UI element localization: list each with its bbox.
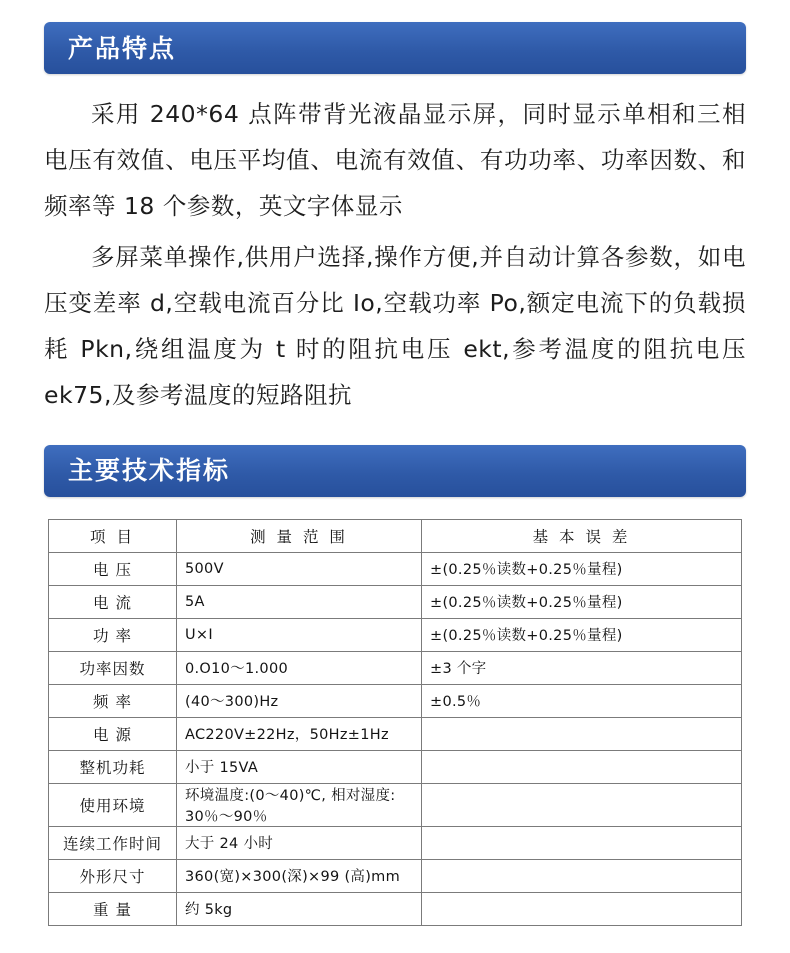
row-range: 大于 24 小时 [177, 826, 422, 859]
row-range: (40～300)Hz [177, 684, 422, 717]
table-row [49, 552, 742, 585]
row-label: 电 源 [49, 717, 177, 750]
table-row [49, 750, 742, 783]
table-row [49, 618, 742, 651]
row-range: 500V [177, 552, 422, 585]
row-range: U×I [177, 618, 422, 651]
row-error [422, 750, 742, 783]
column-header-error: 基 本 误 差 [422, 519, 742, 552]
row-label: 外形尺寸 [49, 859, 177, 892]
product-detail-page [0, 22, 790, 953]
row-error [422, 892, 742, 925]
row-range: 环境温度:(0～40)℃, 相对湿度: 30％～90％ [177, 783, 422, 826]
table-row [49, 585, 742, 618]
row-range: 小于 15VA [177, 750, 422, 783]
row-error: ±3 个字 [422, 651, 742, 684]
features-paragraph-2: 多屏菜单操作,供用户选择,操作方便,并自动计算各参数，如电压变差率 d,空载电流百分比 Io,空载功率 Po,额定电流下的负载损耗 Pkn,绕组温度为 t 时的阻抗电压 ekt,参考温度的阻抗电压 ek75,及参考温度的短路阻抗 [44, 243, 746, 409]
table-row [49, 684, 742, 717]
row-label: 使用环境 [49, 783, 177, 826]
features-body [44, 74, 746, 419]
row-label: 电 流 [49, 585, 177, 618]
specs-table [48, 519, 742, 926]
row-label: 功率因数 [49, 651, 177, 684]
row-range: 5A [177, 585, 422, 618]
row-error: ±(0.25％读数+0.25％量程) [422, 552, 742, 585]
table-row [49, 859, 742, 892]
table-row [49, 651, 742, 684]
row-range: 约 5kg [177, 892, 422, 925]
specs-table-wrap [48, 519, 742, 926]
table-header-row [49, 519, 742, 552]
row-error: ±(0.25％读数+0.25％量程) [422, 618, 742, 651]
row-label: 连续工作时间 [49, 826, 177, 859]
section-title-features: 产品特点 [68, 33, 177, 63]
row-error: ±0.5％ [422, 684, 742, 717]
row-error: ±(0.25％读数+0.25％量程) [422, 585, 742, 618]
specs-table-body [49, 552, 742, 925]
column-header-item: 项 目 [49, 519, 177, 552]
row-label: 功 率 [49, 618, 177, 651]
row-error [422, 717, 742, 750]
table-row [49, 892, 742, 925]
row-label: 频 率 [49, 684, 177, 717]
row-label: 重 量 [49, 892, 177, 925]
section-title-specs: 主要技术指标 [68, 456, 231, 486]
row-range: AC220V±22Hz，50Hz±1Hz [177, 717, 422, 750]
column-header-range: 测 量 范 围 [177, 519, 422, 552]
table-row [49, 826, 742, 859]
features-paragraph-1: 采用 240*64 点阵带背光液晶显示屏，同时显示单相和三相电压有效值、电压平均值、电流有效值、有功功率、功率因数、和频率等 18 个参数，英文字体显示 [44, 100, 746, 220]
section-header-specs [44, 445, 746, 497]
row-error [422, 826, 742, 859]
section-header-features [44, 22, 746, 74]
row-label: 整机功耗 [49, 750, 177, 783]
table-row [49, 717, 742, 750]
row-error [422, 859, 742, 892]
row-range: 360(宽)×300(深)×99 (高)mm [177, 859, 422, 892]
row-label: 电 压 [49, 552, 177, 585]
row-error [422, 783, 742, 826]
row-range: 0.O10～1.000 [177, 651, 422, 684]
table-row [49, 783, 742, 826]
